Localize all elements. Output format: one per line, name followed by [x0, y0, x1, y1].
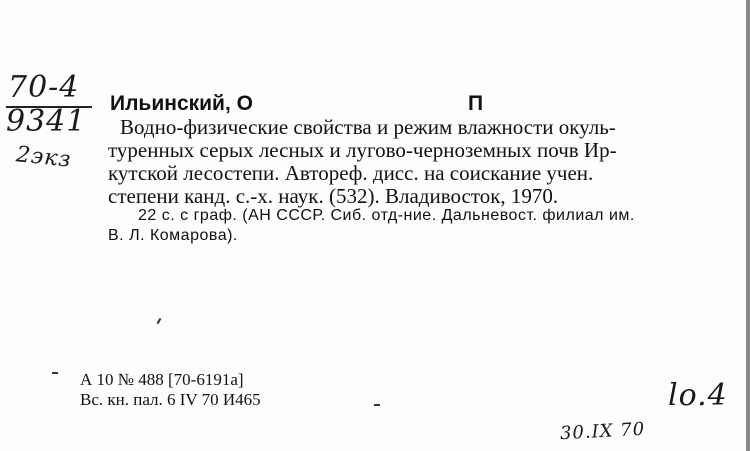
note-line: В. Л. Комарова). [108, 227, 238, 244]
category-mark: П [468, 92, 484, 115]
card-edge [746, 0, 750, 451]
title-line: туренных серых лесных и лугово-черноземных почв Ир- [108, 138, 617, 162]
ink-speck [52, 372, 58, 374]
title-line: кутской лесостепи. Автореф. дисс. на соискание учен. [108, 161, 594, 185]
handwritten-inventory-number: 9341 [6, 104, 87, 139]
title-description [108, 116, 708, 208]
author-heading: Ильинский, О [110, 92, 253, 115]
handwritten-date: 30.IX 70 [559, 418, 646, 445]
title-line: степени канд. с.-х. наук. (532). Владивосток, 1970. [108, 184, 559, 208]
note-line: 22 с. с граф. (АН СССР. Сиб. отд-ние. Дальневост. филиал им. [138, 207, 635, 224]
title-line: Водно-физические свойства и режим влажности окуль- [120, 115, 616, 139]
footer-line: Вс. кн. пал. 6 IV 70 И465 [80, 390, 261, 409]
handwritten-copies: 2экз [14, 142, 73, 173]
card-footer [80, 370, 261, 410]
handwritten-shelf-code: 70-4 [8, 70, 80, 105]
ink-speck [374, 404, 380, 406]
bibliographic-note [108, 206, 708, 246]
ink-speck [157, 318, 162, 324]
footer-line: А 10 № 488 [70-6191а] [80, 370, 244, 389]
handwritten-count: lo.4 [668, 378, 728, 413]
